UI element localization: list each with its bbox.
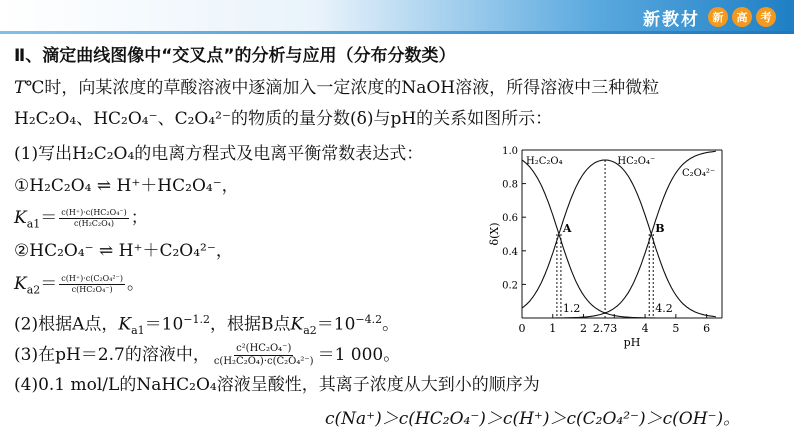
intro-line-2: H₂C₂O₄、HC₂O₄⁻、C₂O₄²⁻的物质的量分数(δ)与pH的关系如图所示： [14,109,553,129]
distribution-chart [488,140,788,360]
q2-ka1-subscript: a1 [131,324,145,338]
ka2-subscript: a2 [26,283,41,297]
series-label-hc2o4: HC₂O₄⁻ [617,156,656,167]
x-tick-label: 5 [672,322,680,335]
chart-guides [557,160,653,318]
ka2-expression [14,273,144,301]
intro-text-1: ℃时，向某浓度的草酸溶液中逐滴加入一定浓度的NaOH溶液，所得溶液中三种微粒 [25,78,660,98]
q2-ka1-label: K [118,314,132,335]
brand-badge-kao: 考 [756,7,776,27]
q2-exponent-2: −4.2 [355,313,383,326]
question-4: (4)0.1 mol/L的NaHC₂O₄溶液呈酸性，其离子浓度从大到小的顺序为 [14,375,540,395]
section-title: Ⅱ、滴定曲线图像中“交叉点”的分析与应用（分布分数类） [14,46,456,66]
series-label-h2c2o4: H₂C₂O₄ [526,156,563,167]
equation-2: ②HC₂O₄⁻ ⇌ H⁺＋C₂O₄²⁻， [14,241,233,261]
temperature-symbol: T [14,78,26,98]
brand-badge-gao: 高 [732,7,752,27]
axis-ticks [502,146,710,335]
q2-exponent-1: −1.2 [183,313,210,326]
q2-text-a: (2)根据A点， [14,314,119,335]
brand-logo [643,5,776,29]
header-divider [0,31,794,34]
point-label-B: B [655,222,665,235]
x-tick-label: 1 [549,322,557,335]
question-1: (1)写出H₂C₂O₄的电离方程式及电离平衡常数表达式： [14,144,424,164]
ka1-numerator: c(H⁺)·c(HC₂O₄⁻) [61,208,127,217]
brand-badge-xin: 新 [708,7,728,27]
q2-text-c: ，根据B点 [209,314,291,335]
y-axis-label: δ(X) [488,222,501,246]
ka1-expression [14,207,148,235]
ka1-denominator: c(H₂C₂O₄) [74,219,114,228]
ka2-equals: ＝ [40,274,58,294]
y-tick-label: 0.6 [502,213,518,225]
q2-text-d: ＝10 [316,314,356,335]
q3-numerator: c²(HC₂O₄⁻) [236,343,292,354]
x-tick-label: 0 [518,322,526,335]
y-tick-label: 1.0 [502,146,518,157]
question-4-answer: c(Na⁺)＞c(HC₂O₄⁻)＞c(H⁺)＞c(C₂O₄²⁻)＞c(OH⁻)。 [325,409,741,429]
q2-text-b: ＝10 [144,314,184,335]
x-tick-label: 4 [641,322,649,335]
ka1-subscript: a1 [26,217,41,231]
pka2-label: 4.2 [655,302,673,315]
q2-ka2-label: K [290,314,304,335]
q3-text-a: (3)在pH＝2.7的溶液中， [14,345,210,365]
point-label-A: A [562,222,572,235]
ka2-numerator: c(H⁺)·c(C₂O₄²⁻) [61,274,123,283]
y-tick-label: 0.8 [502,179,518,191]
x-tick-label: 2 [580,322,588,335]
question-2 [14,309,399,342]
y-tick-label: 0.4 [502,246,518,258]
curve-h2c2o4 [522,160,716,318]
q3-denominator: c(H₂C₂O₄)·c(C₂O₄²⁻) [213,356,314,367]
q2-text-e: 。 [382,314,400,335]
x-axis-label: pH [623,336,641,349]
question-3 [14,343,400,368]
ka1-end: ； [130,208,148,228]
q2-ka2-subscript: a2 [303,324,317,338]
ka2-fraction [59,274,125,295]
y-tick-label: 0.2 [502,280,518,292]
curve-hc2o4 [522,160,716,317]
equation-1: ①H₂C₂O₄ ⇌ H⁺＋HC₂O₄⁻， [14,176,239,196]
intro-line-1 [14,77,659,99]
ka1-equals: ＝ [40,208,58,228]
q3-fraction [212,343,316,368]
ka2-denominator: c(HC₂O₄⁻) [71,285,113,294]
ka2-label: K [14,274,27,294]
pka1-label: 1.2 [562,302,581,315]
q3-text-b: ＝1 000。 [317,345,401,365]
x-tick-label: 6 [703,322,711,335]
ka2-end: 。 [126,274,144,294]
series-label-c2o4: C₂O₄²⁻ [682,168,716,179]
x-extra-label-2.73: 2.73 [592,322,618,335]
ka1-fraction [59,208,128,229]
ka1-label: K [14,208,27,228]
brand-text: 新教材 [643,9,700,30]
